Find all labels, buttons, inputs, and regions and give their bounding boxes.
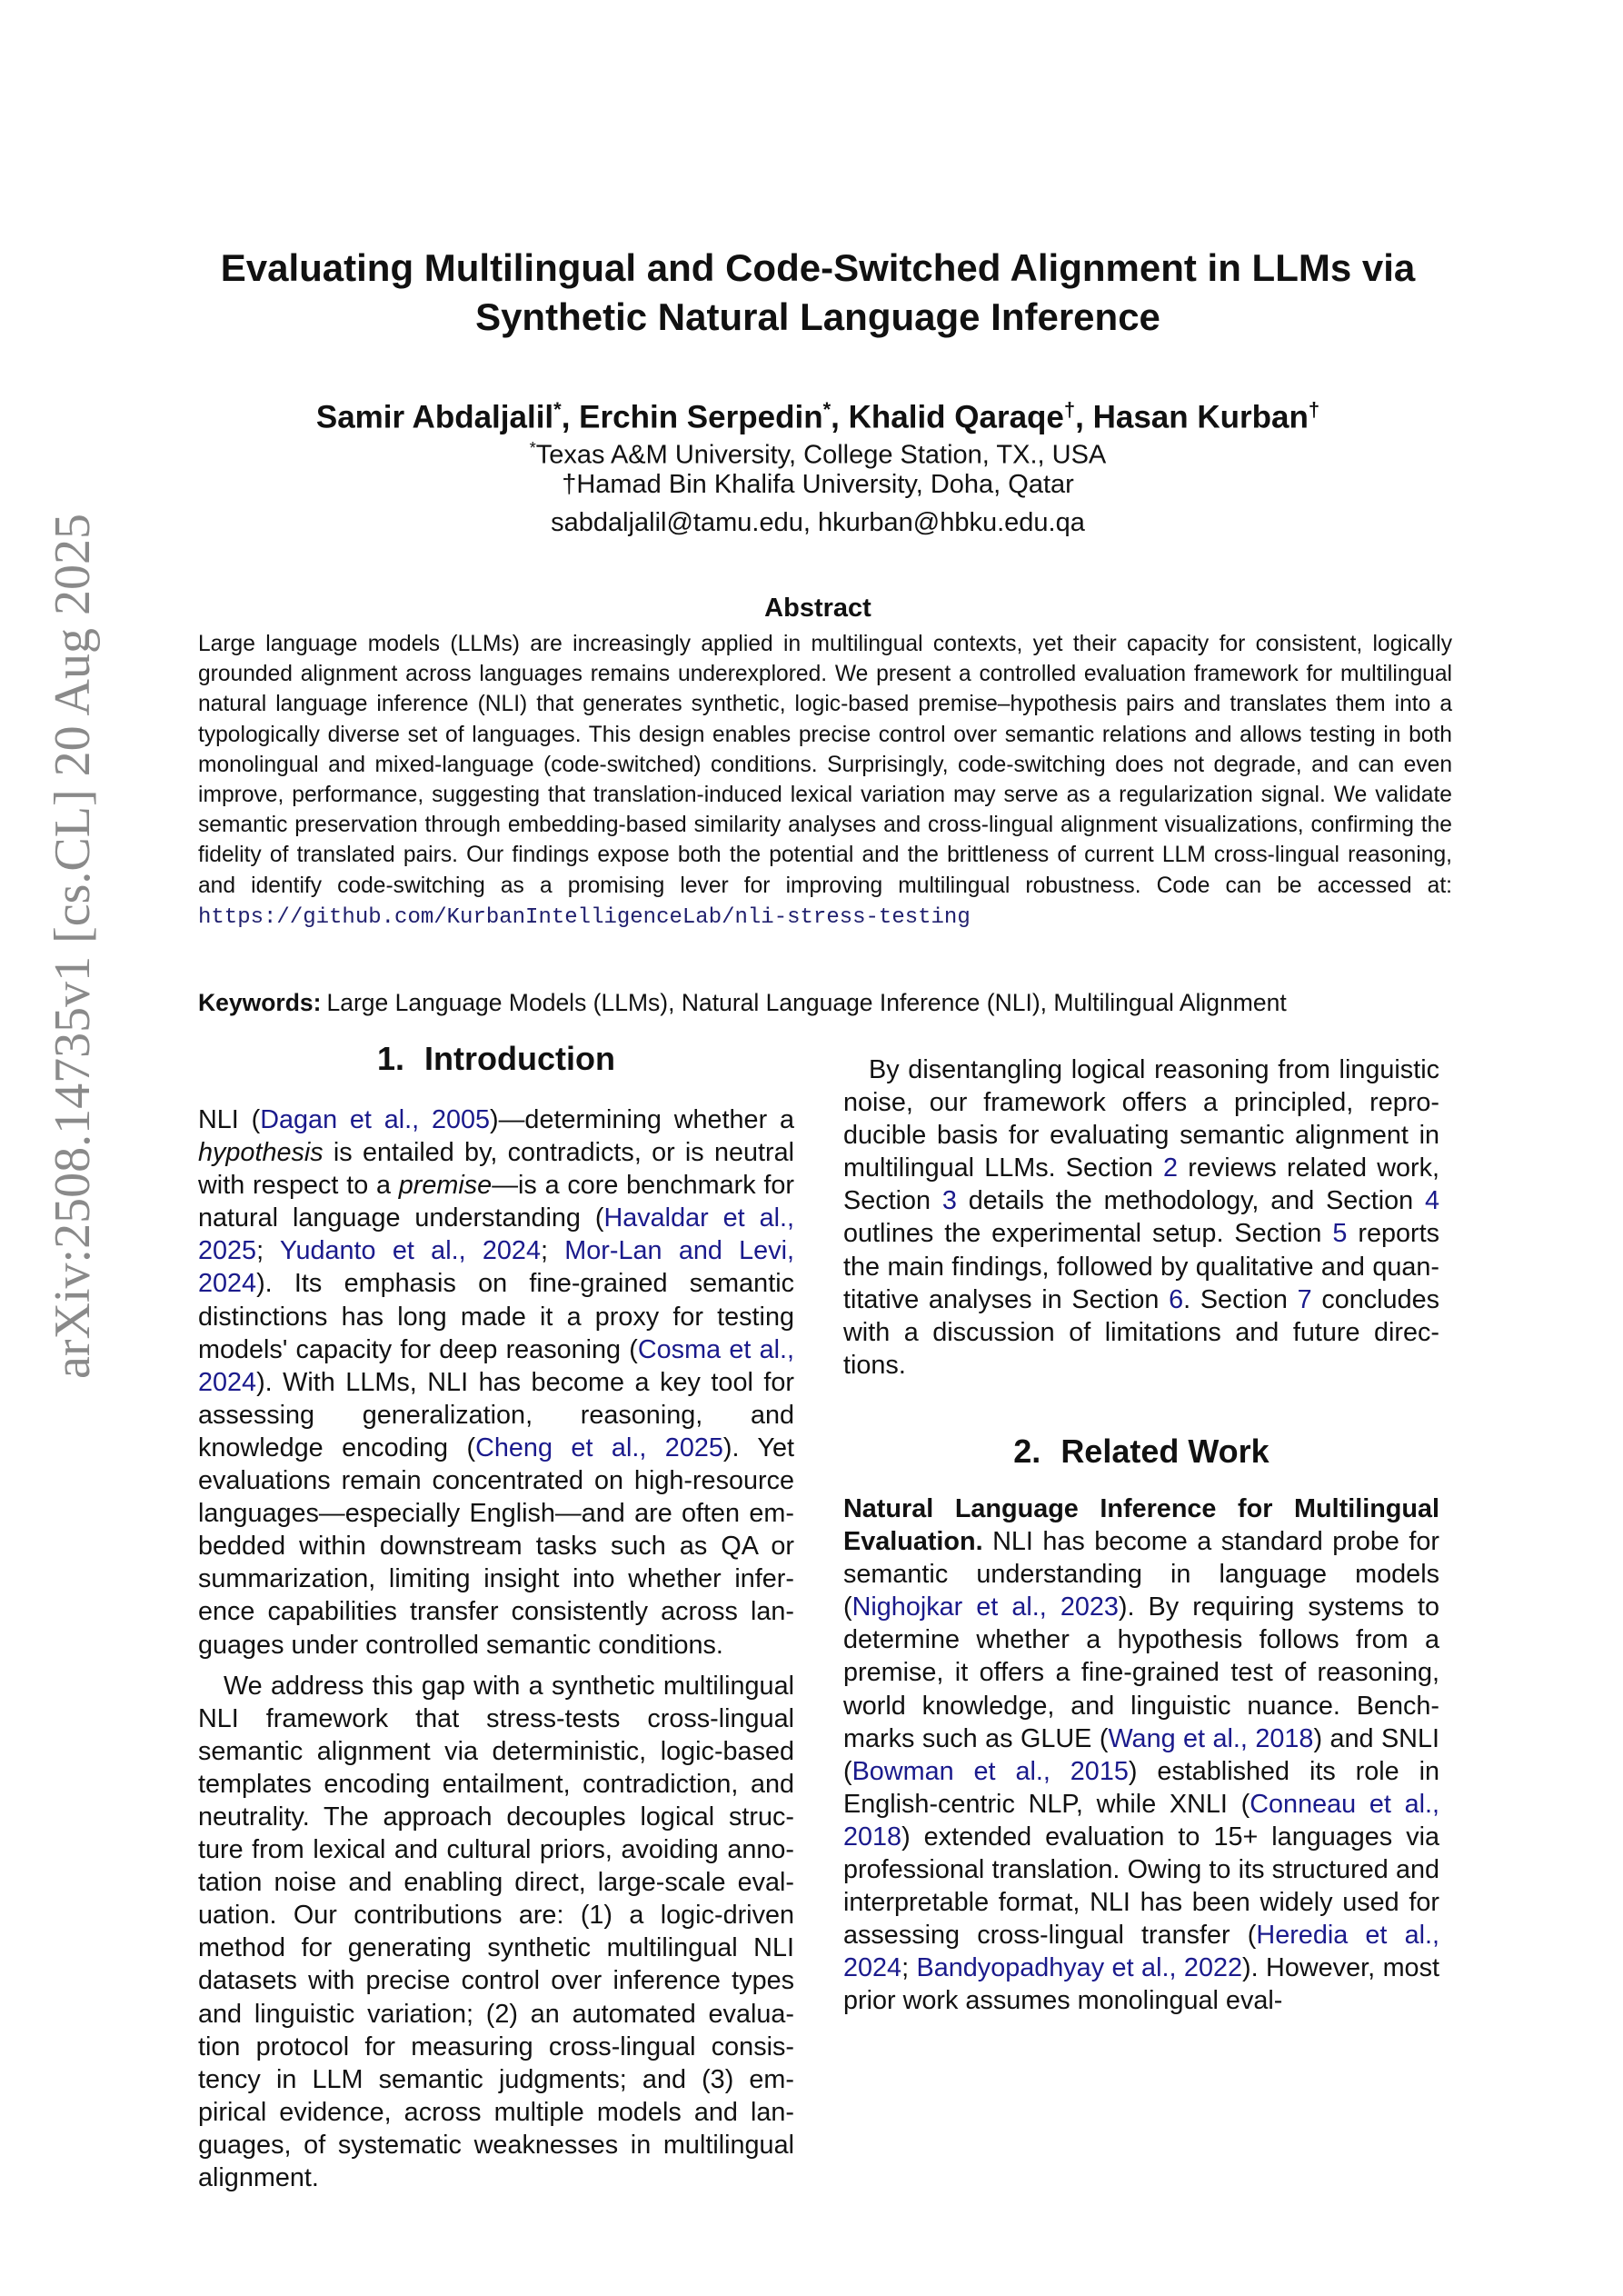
keywords-label: Keywords: <box>198 989 322 1016</box>
related-work-paragraph: Natural Language Inference for Multilingual Evaluation. NLI has become a standard probe for semantic understanding in language models (Nighojkar et al., 2023). By requiring systems to determine whether a hypothesis follows from a premise, it offers a fine-grained test of reasoning, world knowledge, and linguistic nuance. Benchmarks such as GLUE (Wang et al., 2018) and SNLI (Bowman et al., 2015) established its role in English-centric NLP, while XNLI (Conneau et al., 2018) extended evaluation to 15+ languages via professional translation. Owing to its structured and interpretable format, NLI has been widely used for assessing cross-lingual transfer (Heredia et al., 2024; Bandyopadhyay et al., 2022). However, most prior work assumes monolingual eval- <box>843 1493 1440 2016</box>
section-ref-link[interactable]: 5 <box>1332 1219 1348 1249</box>
right-column <box>843 1045 1439 2017</box>
abstract-body <box>198 629 1452 933</box>
title-line-1: Evaluating Multilingual and Code-Switched Alignment in LLMs via <box>220 246 1416 289</box>
section-ref-link[interactable]: 7 <box>1297 1284 1312 1314</box>
section-heading-related-work <box>843 1431 1439 1472</box>
section-title: Introduction <box>424 1040 615 1077</box>
citation-link[interactable]: Dagan et al., 2005 <box>260 1105 491 1134</box>
citation-link[interactable]: Nighojkar et al., 2023 <box>851 1592 1119 1622</box>
left-column <box>198 1038 794 2194</box>
title-line-2: Synthetic Natural Language Inference <box>475 295 1160 338</box>
citation-link[interactable]: Bowman et al., 2015 <box>851 1756 1129 1786</box>
author-mark: * <box>822 398 831 421</box>
author-name: Hasan Kurban <box>1092 399 1309 435</box>
arxiv-identifier-stamp: arXiv:2508.14735v1 [cs.CL] 20 Aug 2025 <box>45 514 101 1379</box>
author-name: Samir Abdaljalil <box>315 399 554 435</box>
section-title: Related Work <box>1060 1432 1270 1470</box>
intro-paragraph-1: NLI (Dagan et al., 2005)—determining whether a hypothesis is entailed by, contradicts, or is neutral with respect to a premise—is a core benchmark for natural language understanding (Havaldar et al., 2025; Yudanto et al., 2024; Mor-Lan and Levi, 2024). Its emphasis on fine-grained semantic distinctions has long made it a proxy for testing models' capacity for deep reasoning (Cosma et al., 2024). With LLMs, NLI has become a key tool for assessing generalization, reasoning, and knowledge encoding (Cheng et al., 2025). Yet evaluations remain concentrated on high-resource languages—especially English—and are often embedded within downstream tasks such as QA or summarization, limiting insight into whether inference capabilities transfer consistently across languages under controlled semantic conditions. <box>198 1105 795 1660</box>
author-mark: † <box>1308 398 1320 421</box>
section-number: 1. <box>377 1040 405 1077</box>
citation-link[interactable]: Mor-Lan and Levi, 2024 <box>198 1236 794 1299</box>
affiliation-text: Texas A&M University, College Station, TX., USA <box>535 440 1107 470</box>
section-ref-link[interactable]: 6 <box>1169 1284 1184 1314</box>
citation-link[interactable]: Conneau et al., 2018 <box>843 1789 1439 1852</box>
citation-link[interactable]: Cosma et al., 2024 <box>198 1334 794 1397</box>
author-name: Erchin Serpedin <box>579 399 823 435</box>
abstract-text: Large language models (LLMs) are increasingly applied in multilingual contexts, yet their capacity for consistent, logically grounded alignment across languages remains underexplored. We present a controlled evaluation framework for multilingual natural language inference (NLI) that generates synthetic, logic-based premise–hypothesis pairs and translates them into a typologically diverse set of languages. This design enables precise control over semantic relations and allows testing in both monolingual and mixed-language (code-switched) conditions. Surprisingly, code-switching does not degrade, and can even improve, performance, suggesting that translation-induced lexical variation may serve as a regularization signal. We validate semantic preservation through embedding-based similarity analyses and cross-lingual alignment visualizations, confirming the fidelity of translated pairs. Our findings expose both the potential and the brittleness of current LLM cross-lingual reasoning, and identify code-switching as a promising lever for improving multilingual robustness. Code can be accessed at: <box>198 632 1452 898</box>
affiliation-mark: * <box>529 439 536 457</box>
author-mark: † <box>1063 398 1076 421</box>
author-mark: * <box>553 398 562 421</box>
section-number: 2. <box>1013 1432 1041 1470</box>
keywords-text: Large Language Models (LLMs), Natural Language Inference (NLI), Multilingual Alignment <box>326 989 1287 1016</box>
affiliation-mark: † <box>562 470 577 499</box>
affiliation-2 <box>164 467 1472 502</box>
citation-link[interactable]: Bandyopadhyay et al., 2022 <box>916 1953 1242 1983</box>
paragraph-title: Natural Language Inference for Multilingual Evaluation. <box>843 1493 1439 1557</box>
citation-link[interactable]: Yudanto et al., 2024 <box>279 1236 541 1266</box>
citation-link[interactable]: Cheng et al., 2025 <box>475 1433 723 1462</box>
section-ref-link[interactable]: 2 <box>1163 1153 1179 1183</box>
citation-link[interactable]: Havaldar et al., 2025 <box>198 1203 794 1266</box>
section-ref-link[interactable]: 4 <box>1424 1186 1439 1216</box>
paper-title <box>164 244 1472 342</box>
author-emails: sabdaljalil@tamu.edu, hkurban@hbku.edu.qa <box>551 508 1085 537</box>
citation-link[interactable]: Wang et al., 2018 <box>1108 1723 1314 1753</box>
affiliation-text: Hamad Bin Khalifa University, Doha, Qatar <box>576 470 1074 499</box>
affiliation-1 <box>164 431 1472 473</box>
intro-paragraph-2: We address this gap with a synthetic multilingual NLI framework that stress-tests cross-lingual semantic alignment via deterministic, logic-based templates encoding entailment, contradiction, and neutrality. The approach decouples logical structure from lexical and cultural priors, avoiding annotation noise and enabling direct, large-scale evaluation. Our contributions are: (1) a logic-driven method for generating synthetic multilingual NLI datasets with precise control over inference types and linguistic variation; (2) an automated evaluation protocol for measuring cross-lingual consistency in LLM semantic judgments; and (3) empirical evidence, across multiple models and languages, of systematic weaknesses in multilingual alignment. <box>198 1671 794 2192</box>
author-name: Khalid Qaraqe <box>848 399 1064 435</box>
section-ref-link[interactable]: 3 <box>941 1186 957 1216</box>
citation-link[interactable]: Heredia et al., 2024 <box>843 1921 1440 1983</box>
abstract-heading: Abstract <box>764 594 871 623</box>
intro-paragraph-3: By disentangling logical reasoning from linguistic noise, our framework offers a principled, reproducible basis for evaluating semantic alignment in multilingual LLMs. Section 2 reviews related work, Section 3 details the methodology, and Section 4 outlines the experimental setup. Section 5 reports the main findings, followed by qualitative and quantitative analyses in Section 6. Section 7 concludes with a discussion of limitations and future directions. <box>843 1055 1440 1380</box>
section-heading-introduction <box>198 1038 794 1080</box>
author-list: Samir Abdaljalil*, Erchin Serpedin*, Khalid Qaraqe†, Hasan Kurban† <box>315 398 1320 435</box>
keywords-line <box>198 987 1470 1018</box>
code-repository-link[interactable]: https://github.com/KurbanIntelligenceLab/nli-stress-testing <box>198 904 971 930</box>
